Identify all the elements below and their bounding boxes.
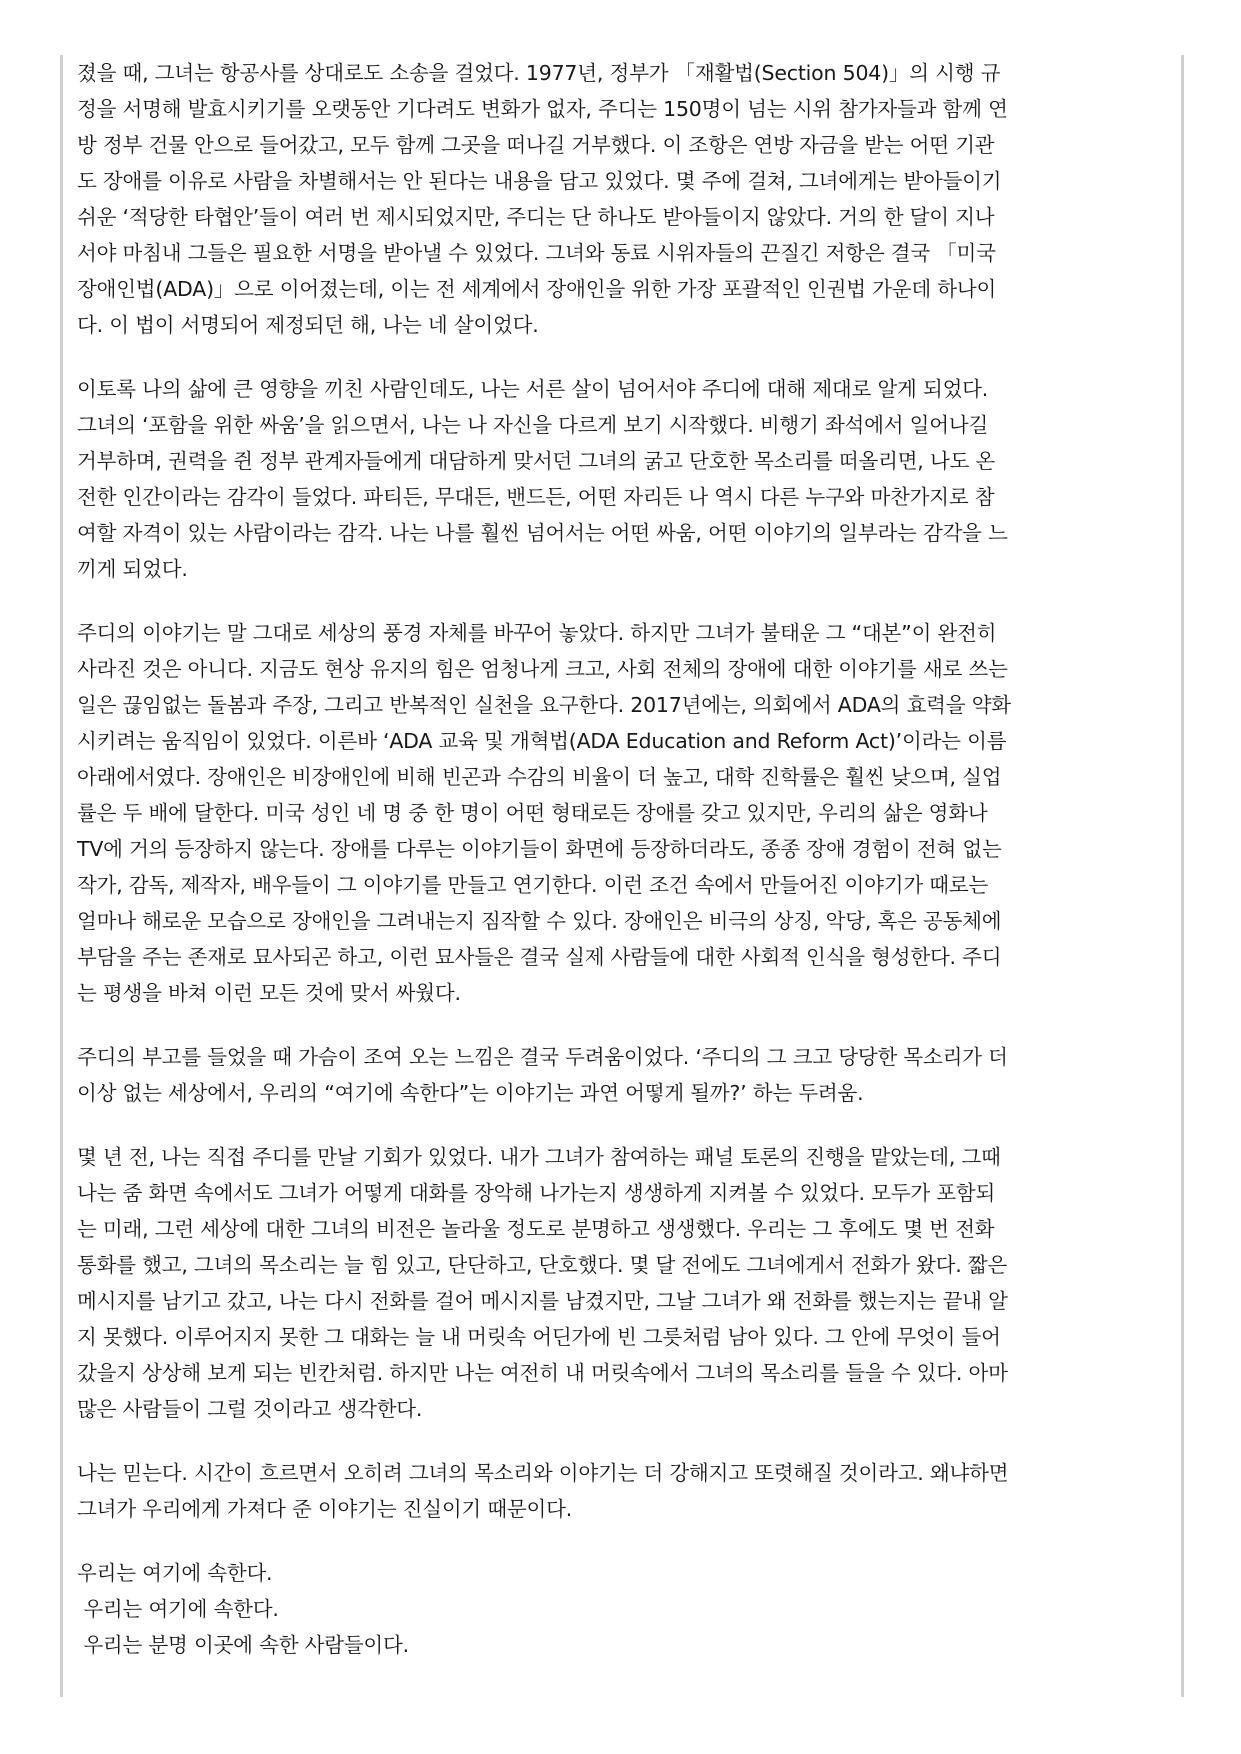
text-line: 서야 마침내 그들은 필요한 서명을 받아낼 수 있었다. 그녀와 동료 시위자들의 끈질긴 저항은 결국 「미국 [77,241,996,265]
paragraph [77,55,1181,343]
text-line: 쉬운 ‘적당한 타협안’들이 여러 번 제시되었지만, 주디는 단 하나도 받아들이지 않았다. 거의 한 달이 지나 [77,205,995,229]
text-line: 사라진 것은 아니다. 지금도 현상 유지의 힘은 엄청나게 크고, 사회 전체의 장애에 대한 이야기를 새로 쓰는 [77,657,1008,681]
text-line: 나는 줌 화면 속에서도 그녀가 어떻게 대화를 장악해 나가는지 생생하게 지켜볼 수 있었다. 모두가 포함되 [77,1181,996,1205]
text-line: TV에 거의 등장하지 않는다. 장애를 다루는 이야기들이 화면에 등장하더라도, 종종 장애 경험이 전혀 없는 [77,837,1002,861]
text-line: 아래에서였다. 장애인은 비장애인에 비해 빈곤과 수감의 비율이 더 높고, 대학 진학률은 훨씬 낮으며, 실업 [77,765,1002,789]
text-line: 우리는 여기에 속한다. [77,1561,273,1585]
text-line: 다. 이 법이 서명되어 제정되던 해, 나는 네 살이었다. [77,313,539,337]
text-line: 끼게 되었다. [77,557,188,581]
text-line: 그녀의 ‘포함을 위한 싸움’을 읽으면서, 나는 나 자신을 다르게 보기 시작했다. 비행기 좌석에서 일어나길 [77,413,989,437]
text-line: 메시지를 남기고 갔고, 나는 다시 전화를 걸어 메시지를 남겼지만, 그날 그녀가 왜 전화를 했는지는 끝내 알 [77,1289,1008,1313]
text-line: 정을 서명해 발효시키기를 오랫동안 기다려도 변화가 없자, 주디는 150명이 넘는 시위 참가자들과 함께 연 [77,97,1008,121]
text-line: 전한 인간이라는 감각이 들었다. 파티든, 무대든, 밴드든, 어떤 자리든 나 역시 다른 누구와 마찬가지로 참 [77,485,995,509]
text-line: 그녀가 우리에게 가져다 준 이야기는 진실이기 때문이다. [77,1497,573,1521]
text-line: 주디의 부고를 들었을 때 가슴이 조여 오는 느낌은 결국 두려움이었다. ‘주디의 그 크고 당당한 목소리가 더 [77,1045,1008,1069]
text-line: 이토록 나의 삶에 큰 영향을 끼친 사람인데도, 나는 서른 살이 넘어서야 주디에 대해 제대로 알게 되었다. [77,377,989,401]
text-line: 일은 끊임없는 돌봄과 주장, 그리고 반복적인 실천을 요구한다. 2017년에는, 의회에서 ADA의 효력을 약화 [77,693,1011,717]
paragraph [77,1139,1181,1427]
text-line: 방 정부 건물 안으로 들어갔고, 모두 함께 그곳을 떠나길 거부했다. 이 조항은 연방 자금을 받는 어떤 기관 [77,133,995,157]
text-line: 주디의 이야기는 말 그대로 세상의 풍경 자체를 바꾸어 놓았다. 하지만 그녀가 불태운 그 “대본”이 완전히 [77,621,997,645]
paragraph [77,1555,1181,1663]
text-line: 는 평생을 바쳐 이런 모든 것에 맞서 싸웠다. [77,981,461,1005]
text-line: 는 미래, 그런 세상에 대한 그녀의 비전은 놀라울 정도로 분명하고 생생했다. 우리는 그 후에도 몇 번 전화 [77,1217,995,1241]
paragraph [77,1455,1181,1527]
text-line: 률은 두 배에 달한다. 미국 성인 네 명 중 한 명이 어떤 형태로든 장애를 갖고 있지만, 우리의 삶은 영화나 [77,801,988,825]
text-line: 장애인법(ADA)」으로 이어졌는데, 이는 전 세계에서 장애인을 위한 가장 포괄적인 인권법 가운데 하나이 [77,277,997,301]
text-line: 작가, 감독, 제작자, 배우들이 그 이야기를 만들고 연기한다. 이런 조건 속에서 만들어진 이야기가 때로는 [77,873,989,897]
text-line: 얼마나 해로운 모습으로 장애인을 그려내는지 짐작할 수 있다. 장애인은 비극의 상징, 악당, 혹은 공동체에 [77,909,1002,933]
text-line: 졌을 때, 그녀는 항공사를 상대로도 소송을 걸었다. 1977년, 정부가 「재활법(Section 504)」의 시행 규 [77,61,1001,85]
paragraph [77,371,1181,587]
text-line: 지 못했다. 이루어지지 못한 그 대화는 늘 내 머릿속 어딘가에 빈 그릇처럼 남아 있다. 그 안에 무엇이 들어 [77,1325,1001,1349]
text-line: 거부하며, 권력을 쥔 정부 관계자들에게 대담하게 맞서던 그녀의 굵고 단호한 목소리를 떠올리면, 나도 온 [77,449,996,473]
text-line: 많은 사람들이 그럴 것이라고 생각한다. [77,1397,423,1421]
text-line: 여할 자격이 있는 사람이라는 감각. 나는 나를 훨씬 넘어서는 어떤 싸움, 어떤 이야기의 일부라는 감각을 느 [77,521,1008,545]
text-line: 이상 없는 세상에서, 우리의 “여기에 속한다”는 이야기는 과연 어떻게 될까?’ 하는 두려움. [77,1081,864,1105]
paragraph [77,615,1181,1011]
text-line: 갔을지 상상해 보게 되는 빈칸처럼. 하지만 나는 여전히 내 머릿속에서 그녀의 목소리를 들을 수 있다. 아마 [77,1361,1008,1385]
paragraph [77,1039,1181,1111]
document-page [60,55,1184,1697]
text-line: 통화를 했고, 그녀의 목소리는 늘 힘 있고, 단단하고, 단호했다. 몇 달 전에도 그녀에게서 전화가 왔다. 짧은 [77,1253,1008,1277]
text-line: 우리는 여기에 속한다. [77,1597,279,1621]
text-line: 도 장애를 이유로 사람을 차별해서는 안 된다는 내용을 담고 있었다. 몇 주에 걸쳐, 그녀에게는 받아들이기 [77,169,1002,193]
text-line: 부담을 주는 존재로 묘사되곤 하고, 이런 묘사들은 결국 실제 사람들에 대한 사회적 인식을 형성한다. 주디 [77,945,1002,969]
text-line: 나는 믿는다. 시간이 흐르면서 오히려 그녀의 목소리와 이야기는 더 강해지고 또렷해질 것이라고. 왜냐하면 [77,1461,1009,1485]
text-line: 몇 년 전, 나는 직접 주디를 만날 기회가 있었다. 내가 그녀가 참여하는 패널 토론의 진행을 맡았는데, 그때 [77,1145,1001,1169]
text-line: 우리는 분명 이곳에 속한 사람들이다. [77,1633,409,1657]
text-line: 시키려는 움직임이 있었다. 이른바 ‘ADA 교육 및 개혁법(ADA Education and Reform Act)’이라는 이름 [77,729,1007,753]
